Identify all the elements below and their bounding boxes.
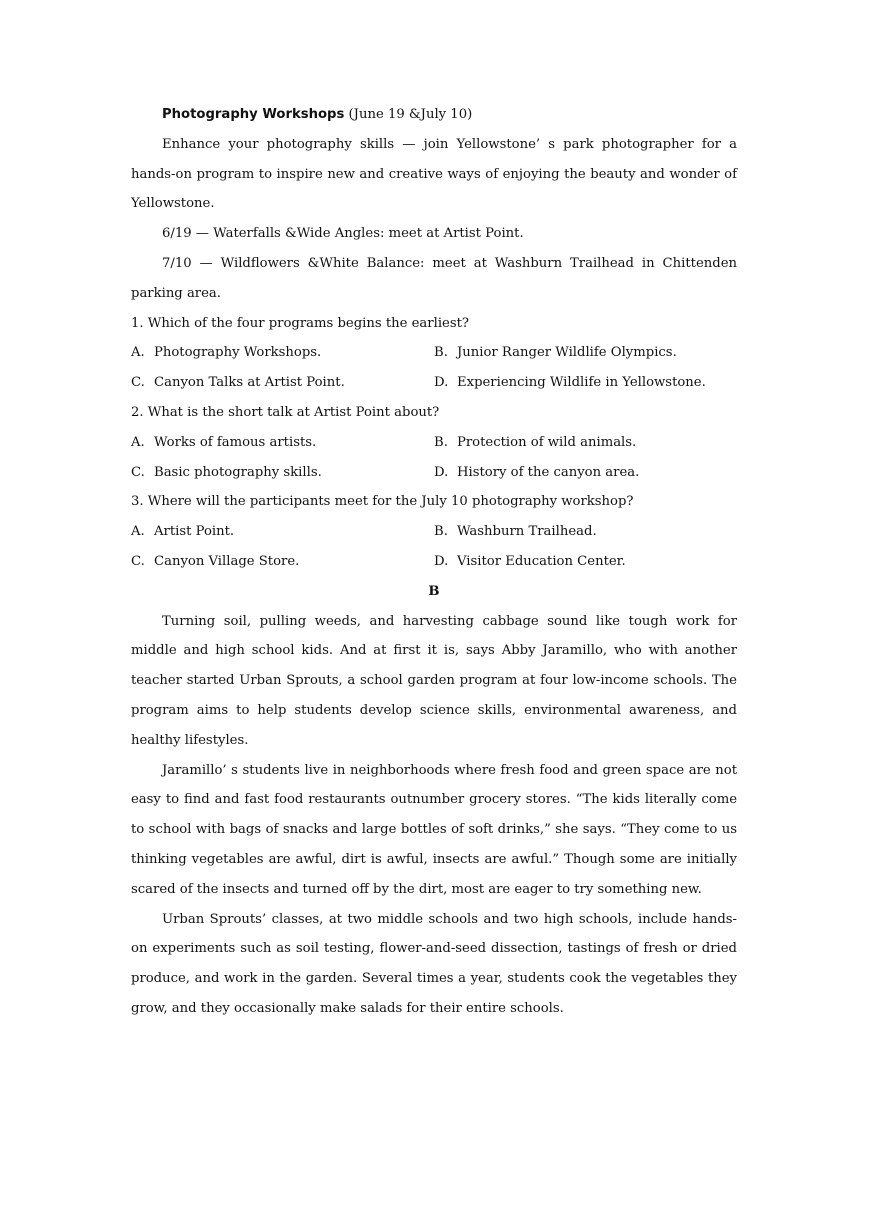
option-label: B. <box>434 524 448 540</box>
option-label: C. <box>131 464 145 480</box>
workshop-heading <box>131 100 737 130</box>
section-b-paragraph-3: Urban Sprouts’ classes, at two middle schools and two high schools, include hands-on experiments such as soil testing, flower-and-seed dissection, tastings of fresh or dried produce, and work in the garden. Several times a year, students cook the vegetables they grow, and they occasionally make salads for their entire schools. <box>131 911 737 1016</box>
question-2-stem: 2. What is the short talk at Artist Point about? <box>131 404 440 420</box>
option-c <box>131 368 434 398</box>
section-b-paragraph-2: Jaramillo’ s students live in neighborhoods where fresh food and green space are not easy to find and fast food restaurants outnumber grocery stores. “The kids literally come to school with bags of snacks and large bottles of soft drinks,” she says. “They come to us thinking vegetables are awful, dirt is awful, insects are awful.” Though some are initially scared of the insects and turned off by the dirt, most are eager to try something new. <box>131 762 737 897</box>
section-b-paragraph-1: Turning soil, pulling weeds, and harvesting cabbage sound like tough work for middle and high school kids. And at first it is, says Abby Jaramillo, who with another teacher started Urban Sprouts, a school garden program at four low-income schools. The program aims to help students develop science skills, environmental awareness, and healthy lifestyles. <box>131 613 737 748</box>
option-label: D. <box>434 375 449 391</box>
question-1-stem: 1. Which of the four programs begins the earliest? <box>131 315 469 331</box>
option-label: B. <box>434 434 448 450</box>
option-label: A. <box>131 345 145 361</box>
option-a <box>131 517 434 547</box>
option-a <box>131 428 434 458</box>
option-label: D. <box>434 464 449 480</box>
option-text: Protection of wild animals. <box>457 434 637 450</box>
option-text: Experiencing Wildlife in Yellowstone. <box>457 375 706 391</box>
option-label: D. <box>434 553 449 569</box>
workshop-title: Photography Workshops <box>162 107 345 122</box>
question-3-stem: 3. Where will the participants meet for the July 10 photography workshop? <box>131 494 634 510</box>
option-b <box>434 517 737 547</box>
option-a <box>131 338 434 368</box>
section-b-heading: B <box>428 583 440 599</box>
option-text: Artist Point. <box>154 524 235 540</box>
question-1-options <box>131 338 737 398</box>
option-text: Visitor Education Center. <box>457 553 626 569</box>
option-label: A. <box>131 524 145 540</box>
question-3-options <box>131 517 737 577</box>
option-b <box>434 428 737 458</box>
option-b <box>434 338 737 368</box>
option-text: Canyon Village Store. <box>154 553 300 569</box>
option-label: C. <box>131 553 145 569</box>
workshop-dates: (June 19 &July 10) <box>344 107 473 122</box>
option-text: Basic photography skills. <box>154 464 322 480</box>
option-d <box>434 458 737 488</box>
document-content <box>131 100 737 1024</box>
workshop-description: Enhance your photography skills — join Yellowstone’ s park photographer for a hands-on program to inspire new and creative ways of enjoying the beauty and wonder of Yellowstone. <box>131 136 737 212</box>
option-text: Works of famous artists. <box>154 434 317 450</box>
question-2-options <box>131 428 737 488</box>
workshop-session-1: 6/19 — Waterfalls &Wide Angles: meet at Artist Point. <box>162 226 524 242</box>
option-d <box>434 368 737 398</box>
option-text: Junior Ranger Wildlife Olympics. <box>457 345 677 361</box>
option-label: C. <box>131 375 145 391</box>
option-text: History of the canyon area. <box>457 464 640 480</box>
option-label: B. <box>434 345 448 361</box>
workshop-session-2: 7/10 — Wildflowers &White Balance: meet at Washburn Trailhead in Chittenden parking area. <box>131 255 737 301</box>
option-text: Washburn Trailhead. <box>457 524 597 540</box>
option-c <box>131 458 434 488</box>
option-d <box>434 547 737 577</box>
option-label: A. <box>131 434 145 450</box>
option-text: Canyon Talks at Artist Point. <box>154 375 345 391</box>
option-c <box>131 547 434 577</box>
option-text: Photography Workshops. <box>154 345 322 361</box>
